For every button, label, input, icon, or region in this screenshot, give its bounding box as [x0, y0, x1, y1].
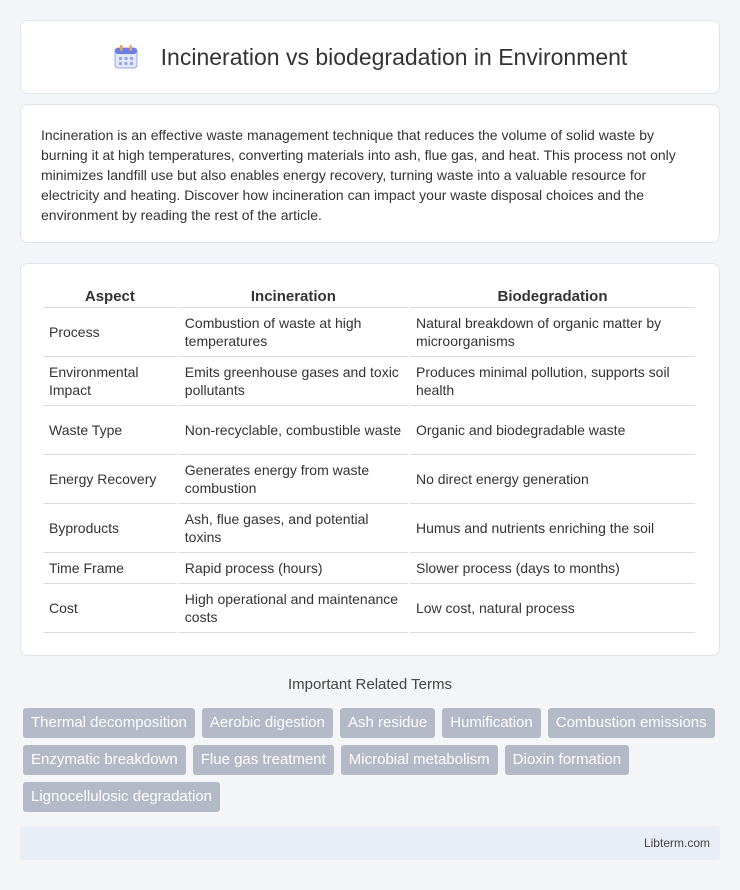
table-row: [43, 504, 695, 553]
footer: [20, 826, 720, 860]
table-row: [43, 584, 695, 633]
related-term-tag[interactable]: Aerobic digestion: [202, 708, 333, 738]
row-aspect: Energy Recovery: [43, 455, 177, 504]
row-biodegradation: Slower process (days to months): [410, 553, 695, 584]
table-row: [43, 357, 695, 406]
header-aspect: Aspect: [43, 284, 177, 308]
related-term-tag[interactable]: Lignocellulosic degradation: [23, 782, 220, 812]
row-aspect: Environmental Impact: [43, 357, 177, 406]
row-aspect: Cost: [43, 584, 177, 633]
header-card: [20, 20, 720, 94]
row-incineration: High operational and maintenance costs: [179, 584, 408, 633]
row-incineration: Non-recyclable, combustible waste: [179, 406, 408, 455]
row-aspect: Byproducts: [43, 504, 177, 553]
related-term-tag[interactable]: Enzymatic breakdown: [23, 745, 186, 775]
intro-card: [20, 104, 720, 243]
header-biodegradation: Biodegradation: [410, 284, 695, 308]
related-term-tag[interactable]: Microbial metabolism: [341, 745, 498, 775]
table-row: [43, 553, 695, 584]
intro-text: Incineration is an effective waste management technique that reduces the volume of solid waste by burning it at high temperatures, converting materials into ash, flue gas, and heat. This process not only minimizes landfill use but also enables energy recovery, turning waste into a valuable resource for electricity and heating. Discover how incineration can impact your waste disposal choices and the environment by reading the rest of the article.: [41, 127, 676, 223]
row-incineration: Ash, flue gases, and potential toxins: [179, 504, 408, 553]
related-term-tag[interactable]: Humification: [442, 708, 541, 738]
header-incineration: Incineration: [179, 284, 408, 308]
table-row: [43, 308, 695, 357]
related-terms-title: Important Related Terms: [288, 676, 452, 693]
related-term-tag[interactable]: Combustion emissions: [548, 708, 715, 738]
related-terms-list: [23, 708, 723, 812]
related-term-tag[interactable]: Ash residue: [340, 708, 435, 738]
row-incineration: Rapid process (hours): [179, 553, 408, 584]
row-incineration: Emits greenhouse gases and toxic pollutants: [179, 357, 408, 406]
comparison-table-card: [20, 263, 720, 656]
related-term-tag[interactable]: Flue gas treatment: [193, 745, 334, 775]
table-row: [43, 406, 695, 455]
table-row: [43, 455, 695, 504]
row-aspect: Waste Type: [43, 406, 177, 455]
footer-site-link[interactable]: Libterm.com: [643, 836, 710, 850]
calendar-icon: [113, 44, 139, 70]
row-biodegradation: Organic and biodegradable waste: [410, 406, 695, 455]
table-header-row: [43, 284, 695, 308]
row-aspect: Time Frame: [43, 553, 177, 584]
row-biodegradation: Humus and nutrients enriching the soil: [410, 504, 695, 553]
row-biodegradation: Low cost, natural process: [410, 584, 695, 633]
related-term-tag[interactable]: Dioxin formation: [505, 745, 629, 775]
row-biodegradation: No direct energy generation: [410, 455, 695, 504]
row-incineration: Combustion of waste at high temperatures: [179, 308, 408, 357]
row-biodegradation: Natural breakdown of organic matter by microorganisms: [410, 308, 695, 357]
row-aspect: Process: [43, 308, 177, 357]
related-term-tag[interactable]: Thermal decomposition: [23, 708, 195, 738]
comparison-table: [41, 284, 697, 633]
row-biodegradation: Produces minimal pollution, supports soil health: [410, 357, 695, 406]
page-title: Incineration vs biodegradation in Environment: [160, 43, 628, 70]
row-incineration: Generates energy from waste combustion: [179, 455, 408, 504]
